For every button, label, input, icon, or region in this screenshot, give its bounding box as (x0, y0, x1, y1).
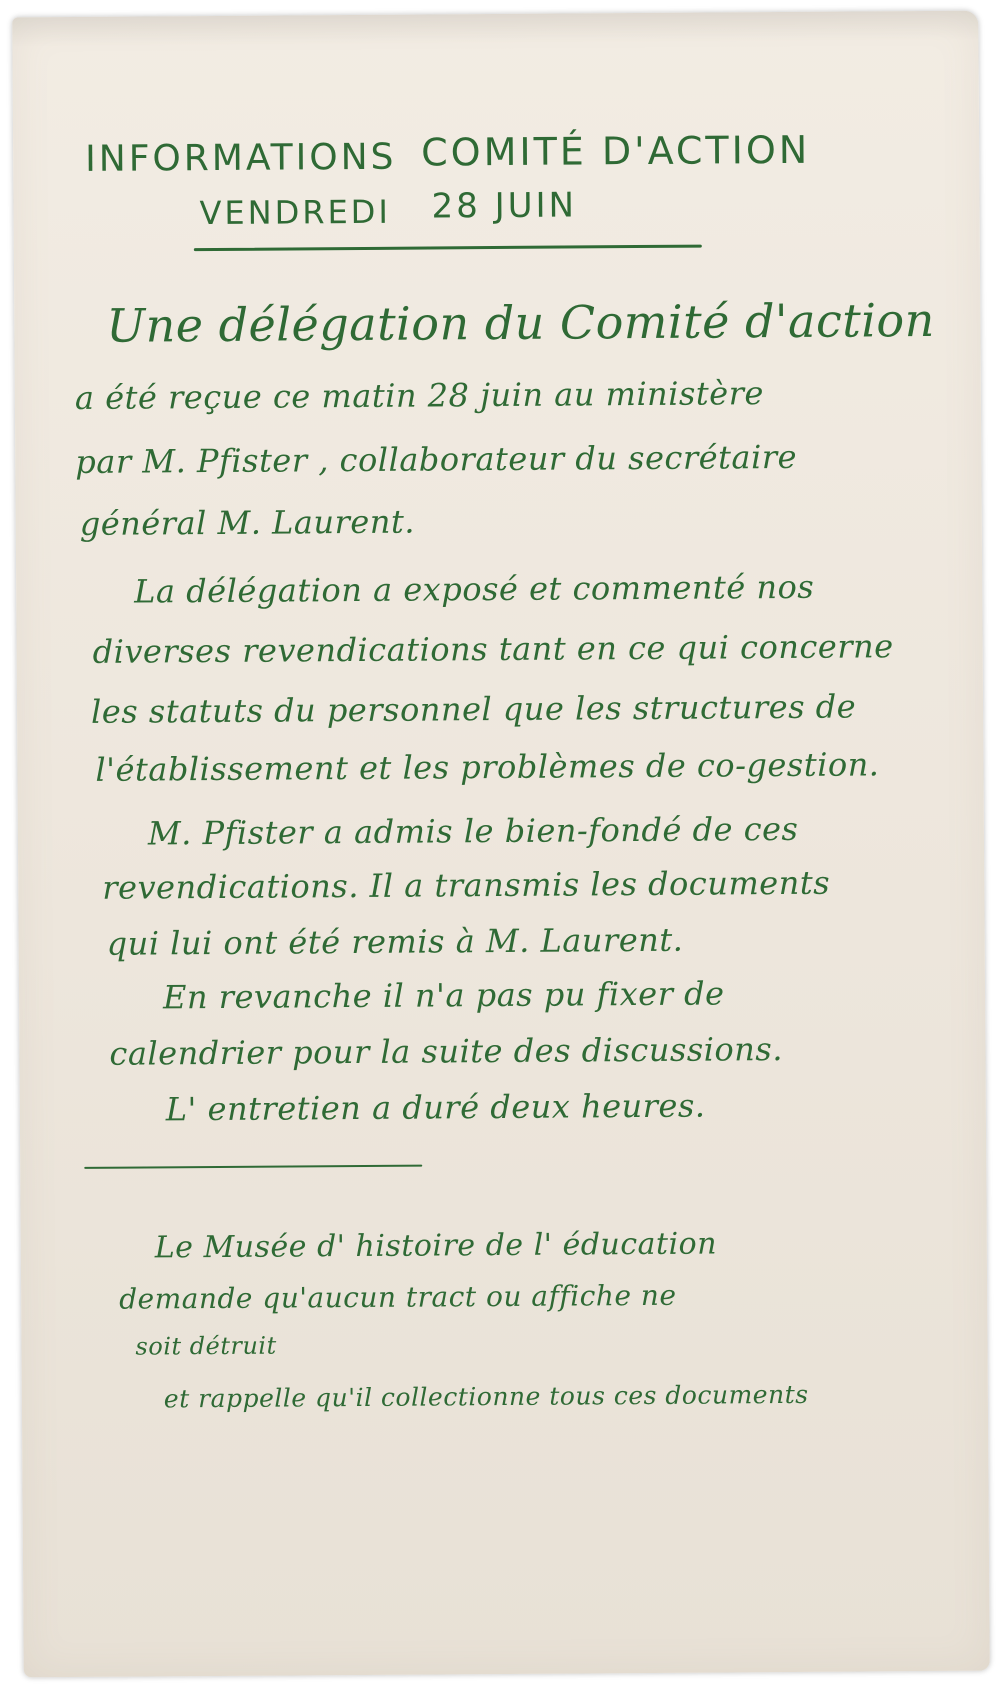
footnote-line4: et rappelle qu'il collectionne tous ces documents (163, 1379, 809, 1414)
p1-line3: par M. Pfister , collaborateur du secrétaire (75, 437, 798, 481)
header-underline (194, 245, 702, 252)
header-comite-daction: COMITÉ D'ACTION (421, 127, 811, 175)
footnote-line1: Le Musée d' histoire de l' éducation (154, 1226, 718, 1266)
p4-line3: L' entretien a duré deux heures. (165, 1086, 706, 1129)
p4-line2: calendrier pour la suite des discussions. (109, 1030, 784, 1073)
header-vendredi: VENDREDI (199, 192, 391, 233)
p3-line2: revendications. Il a transmis les documents (102, 863, 831, 907)
p2-line1: La délégation a exposé et commenté nos (134, 567, 815, 611)
handwritten-poster (12, 11, 990, 1678)
p4-line1: En revanche il n'a pas pu fixer de (162, 974, 725, 1017)
footnote-line3: soit détruit (135, 1331, 277, 1361)
p2-line2: diverses revendications tant en ce qui concerne (92, 627, 894, 671)
header-informations: INFORMATIONS (85, 136, 397, 180)
p2-line4: l'établissement et les problèmes de co-gestion. (95, 745, 880, 789)
p1-line2: a été reçue ce matin 28 juin au ministère (74, 374, 765, 417)
header-date: 28 JUIN (431, 185, 578, 227)
p1-line1: Une délégation du Comité d'action (106, 292, 935, 353)
p3-line3: qui lui ont été remis à M. Laurent. (106, 920, 684, 963)
footnote-line2: demande qu'aucun tract ou affiche ne (119, 1278, 677, 1316)
p2-line3: les statuts du personnel que les structures de (90, 687, 857, 731)
p3-line1: M. Pfister a admis le bien-fondé de ces (147, 809, 799, 853)
p1-line4: général M. Laurent. (79, 502, 416, 543)
section-divider (84, 1165, 422, 1169)
